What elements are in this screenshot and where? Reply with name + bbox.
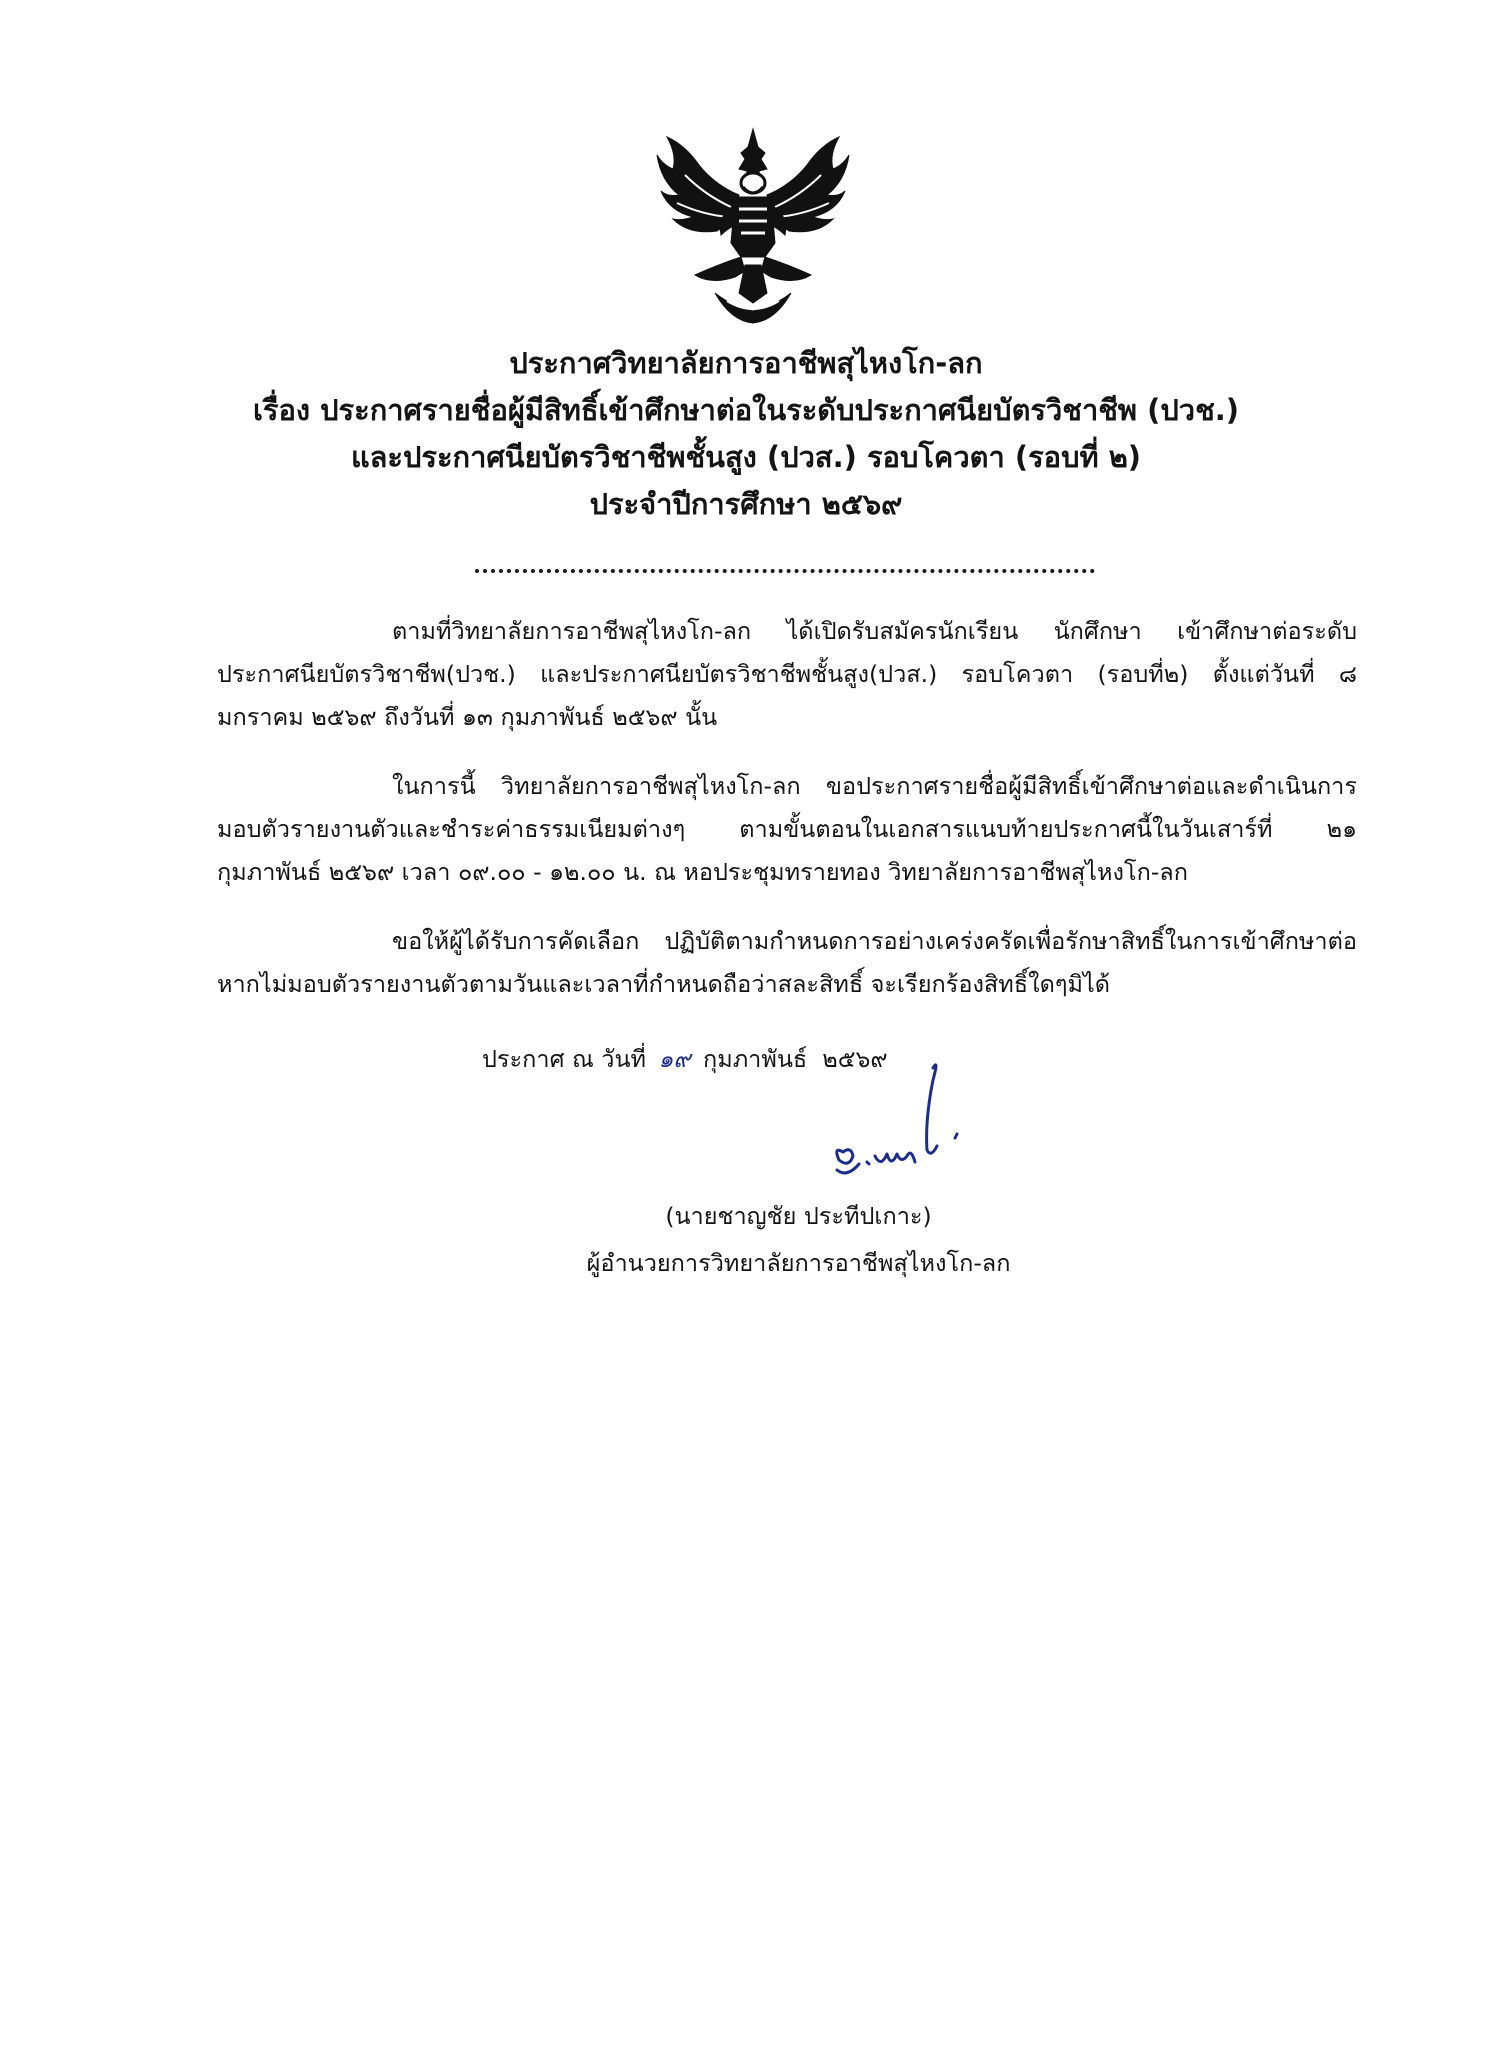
paragraph-text: ในการนี้ วิทยาลัยการอาชีพสุไหงโก-ลก ขอประกาศรายชื่อผู้มีสิทธิ์เข้าศึกษาต่อและดำเนินการมอบตัวรายงานตัวและชำระค่าธรรมเนียมต่างๆ ตามขั้นตอนในเอกสารแนบท้ายประกาศนี้ในวันเสาร์ที่ ๒๑ กุมภาพันธ์ ๒๕๖๙ เวลา ๐๙.๐๐ - ๑๒.๐๐ น. ณ หอประชุมทรายทอง วิทยาลัยการอาชีพสุไหงโก-ลก bbox=[217, 772, 1357, 886]
handwritten-signature bbox=[815, 1050, 995, 1185]
body-paragraph-2 bbox=[217, 765, 1357, 894]
date-month: กุมภาพันธ์ bbox=[702, 1045, 808, 1073]
paragraph-text: ตามที่วิทยาลัยการอาชีพสุไหงโก-ลก ได้เปิดรับสมัครนักเรียน นักศึกษา เข้าศึกษาต่อระดับประกาศนียบัตรวิชาชีพ(ปวช.) และประกาศนียบัตรวิชาชีพชั้นสูง(ปวส.) รอบโควตา (รอบที่๒) ตั้งแต่วันที่ ๘ มกราคม ๒๕๖๙ ถึงวันที่ ๑๓ กุมภาพันธ์ ๒๕๖๙ นั้น bbox=[217, 617, 1357, 731]
heading-academic-year: ประจำปีการศึกษา ๒๕๖๙ bbox=[589, 487, 903, 521]
heading-issuer: ประกาศวิทยาลัยการอาชีพสุไหงโก-ลก bbox=[509, 346, 983, 380]
date-prefix: ประกาศ ณ วันที่ bbox=[482, 1045, 646, 1073]
body-paragraph-1 bbox=[217, 610, 1357, 739]
garuda-emblem-icon bbox=[655, 125, 851, 325]
heading-subject-continued: และประกาศนียบัตรวิชาชีพชั้นสูง (ปวส.) รอบโควตา (รอบที่ ๒) bbox=[350, 440, 1142, 474]
date-year: ๒๕๖๙ bbox=[822, 1045, 888, 1073]
divider bbox=[475, 569, 1095, 573]
signatory-position: ผู้อำนวยการวิทยาลัยการอาชีพสุไหงโก-ลก bbox=[586, 1249, 1011, 1277]
date-day-handwritten: ๑๙ bbox=[658, 1045, 691, 1073]
document-heading bbox=[0, 340, 1492, 528]
body-paragraph-3 bbox=[217, 920, 1357, 1006]
paragraph-text: ขอให้ผู้ได้รับการคัดเลือก ปฏิบัติตามกำหนดการอย่างเคร่งครัดเพื่อรักษาสิทธิ์ในการเข้าศึกษาต่อ หากไม่มอบตัวรายงานตัวตามวันและเวลาที่กำหนดถือว่าสละสิทธิ์ จะเรียกร้องสิทธิ์ใดๆมิได้ bbox=[217, 927, 1357, 998]
signatory-name: (นายชาญชัย ประทีปเกาะ) bbox=[665, 1202, 932, 1230]
heading-subject: เรื่อง ประกาศรายชื่อผู้มีสิทธิ์เข้าศึกษาต่อในระดับประกาศนียบัตรวิชาชีพ (ปวช.) bbox=[252, 393, 1240, 427]
